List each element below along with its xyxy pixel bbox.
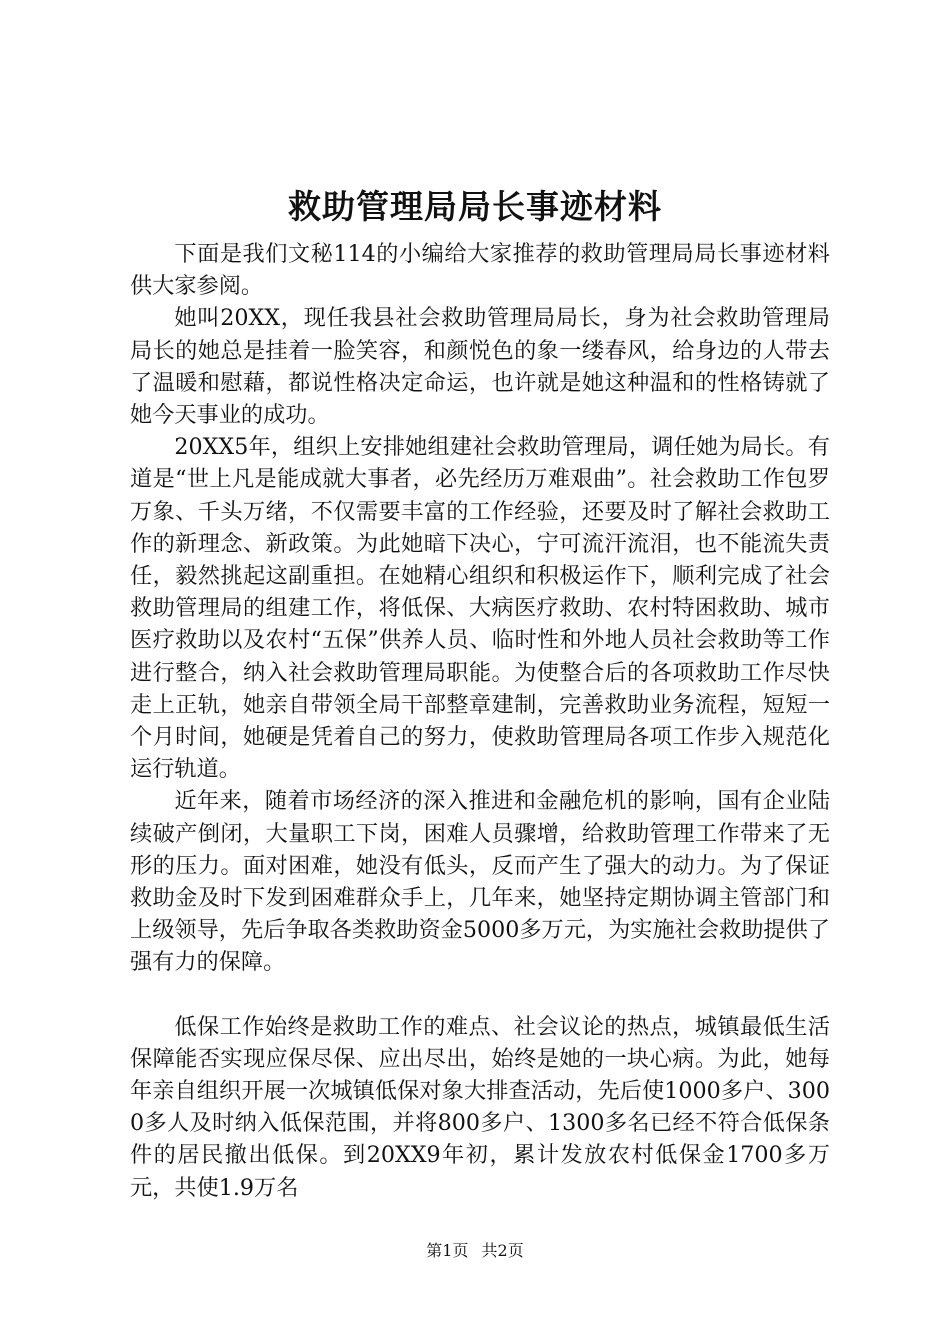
page-number: 第1页 xyxy=(426,1241,469,1260)
page-total: 共2页 xyxy=(481,1241,524,1260)
document-body xyxy=(130,238,830,1204)
paragraph-intro: 下面是我们文秘114的小编给大家推荐的救助管理局局长事迹材料供大家参阅。 xyxy=(130,241,830,300)
paragraph-minimum-living-security: 低保工作始终是救助工作的难点、社会议论的热点，城镇最低生活保障能否实现应保尽保、应出尽出，始终是她的一块心病。为此，她每年亲自组织开展一次城镇低保对象大排查活动，先后使1000多户、3000多人及时纳入低保范围，并将800多户、1300多名已经不符合低保条件的居民撤出低保。到20XX9年初，累计发放农村低保金1700多万元，共使1.9万名 xyxy=(130,1013,830,1201)
paragraph-establishment: 20XX5年，组织上安排她组建社会救助管理局，调任她为局长。有道是“世上凡是能成就大事者，必先经历万难艰曲”。社会救助工作包罗万象、千头万绪，不仅需要丰富的工作经验，还要及时了解社会救助工作的新理念、新政策。为此她暗下决心，宁可流汗流泪，也不能流失责任，毅然挑起这副重担。在她精心组织和积极运作下，顺利完成了社会救助管理局的组建工作，将低保、大病医疗救助、农村特困救助、城市医疗救助以及农村“五保”供养人员、临时性和外地人员社会救助等工作进行整合，纳入社会救助管理局职能。为使整合后的各项救助工作尽快走上正轨，她亲自带领全局干部整章建制，完善救助业务流程，短短一个月时间，她硬是凭着自己的努力，使救助管理局各项工作步入规范化运行轨道。 xyxy=(130,434,830,783)
paragraph-funding: 近年来，随着市场经济的深入推进和金融危机的影响，国有企业陆续破产倒闭，大量职工下岗，困难人员骤增，给救助管理工作带来了无形的压力。面对困难，她没有低头，反而产生了强大的动力。为了保证救助金及时下发到困难群众手上，几年来，她坚持定期协调主管部门和上级领导，先后争取各类救助资金5000多万元，为实施社会救助提供了强有力的保障。 xyxy=(130,788,830,976)
paragraph-profile: 她叫20XX，现任我县社会救助管理局局长，身为社会救助管理局局长的她总是挂着一脸笑容，和颜悦色的象一缕春风，给身边的人带去了温暖和慰藉，都说性格决定命运，也许就是她这种温和的性格铸就了她今天事业的成功。 xyxy=(130,305,830,429)
page-footer xyxy=(0,1241,950,1261)
document-title: 救助管理局局长事迹材料 xyxy=(288,187,662,226)
